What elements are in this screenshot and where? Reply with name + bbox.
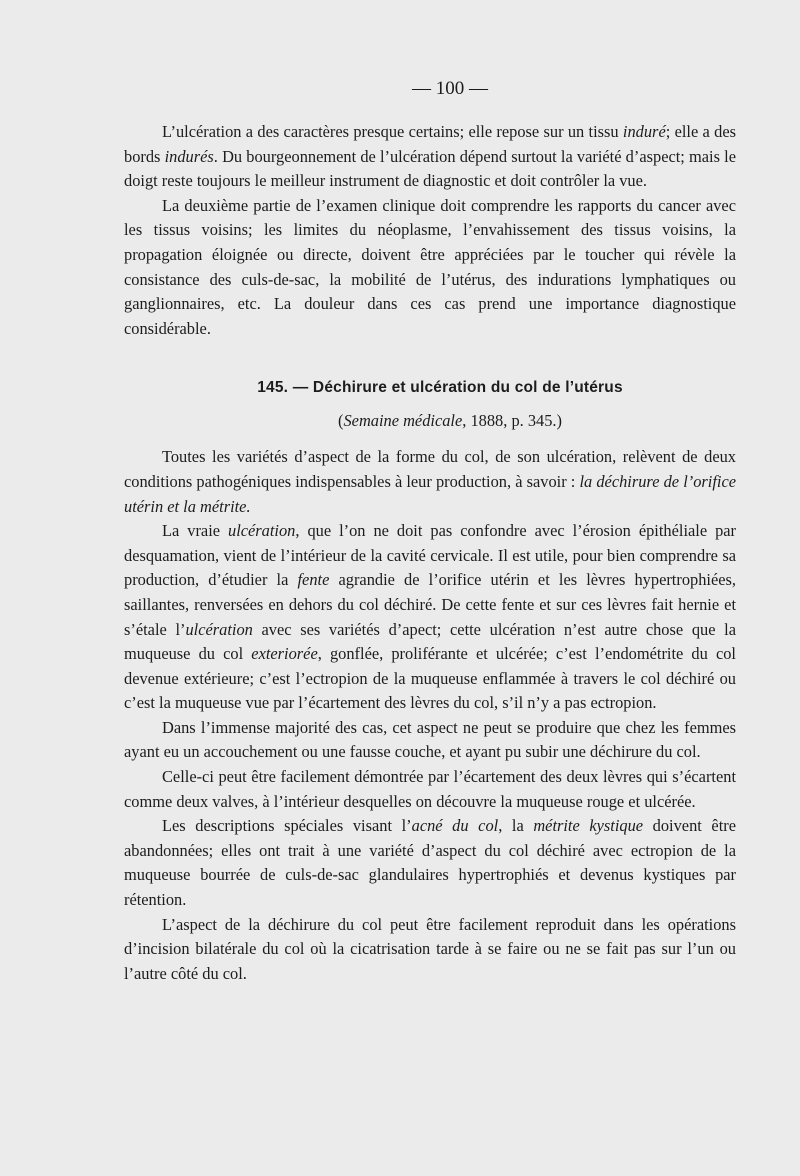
text-span: . Du bourgeonnement de l’ulcération dépend surtout la variété d’aspect; mais le doigt reste toujours le meilleur instrument de diagnostic et doit contrôler la vue. bbox=[124, 146, 736, 191]
italic-span: indurés bbox=[164, 146, 214, 166]
paragraph-demonstration: Celle-ci peut être facilement démontrée par l’écartement des deux lèvres qui s’écartent comme deux valves, à l’intérieur desquelles on découvre la muqueuse rouge et ulcérée. bbox=[124, 767, 736, 811]
section-number: 145. bbox=[257, 379, 289, 397]
italic-span: la déchirure de l’orifice utérin et la métrite. bbox=[124, 471, 736, 516]
paragraph-ulceration-characters bbox=[124, 120, 736, 194]
paragraph-majority-cases: Dans l’immense majorité des cas, cet aspect ne peut se produire que chez les femmes ayant eu un accouchement ou une fausse couche, et ayant pu subir une déchirure du col. bbox=[124, 717, 736, 762]
text-span: agrandie de l’orifice utérin et les lèvres hypertrophiées, saillantes, renversées en dehors du col déchiré. De cette fente et sur ces lèvres fait hernie et s’étale l’ bbox=[124, 570, 736, 639]
citation-paren: ( bbox=[338, 411, 344, 431]
italic-span: ulcération bbox=[185, 619, 253, 639]
text-span: L’ulcération a des caractères presque certains; elle repose sur un tissu bbox=[162, 122, 623, 141]
citation-details: , 1888, p. 345.) bbox=[462, 411, 562, 431]
text-span: La vraie bbox=[162, 521, 228, 541]
section-dash: — bbox=[292, 379, 309, 397]
text-span: , la bbox=[498, 816, 534, 836]
text-span: , que l’on ne doit pas confondre avec l’érosion épithéliale par desquamation, vient de l’intérieur de la cavité cervicale. Il est utile, pour bien comprendre sa production, d’étudier la bbox=[124, 521, 736, 590]
citation bbox=[164, 411, 736, 431]
italic-span: exteriorée bbox=[251, 644, 318, 664]
italic-span: métrite kystique bbox=[533, 816, 644, 836]
paragraph-true-ulceration bbox=[124, 519, 736, 716]
text-span: Les descriptions spéciales visant l’ bbox=[162, 816, 412, 836]
italic-span: induré bbox=[622, 122, 666, 141]
paragraph-special-descriptions bbox=[124, 814, 736, 912]
text-span: , gonflée, proliférante et ulcérée; c’est l’endométrite du col devenue extérieure; c’est l’ectropion de la muqueuse enflammée à travers le col déchiré ou c’est la muqueuse vue par l’écartement des lèvres du col, s’il n’y a pas ectropion. bbox=[124, 644, 736, 713]
italic-span: fente bbox=[297, 570, 330, 590]
paragraph-reproduction: L’aspect de la déchirure du col peut être facilement reproduit dans les opérations d’incision bilatérale du col où la cicatrisation tarde à se faire ou ne se fait pas sur l’un ou l’autre côté du col. bbox=[124, 914, 736, 983]
page-number: — 100 — bbox=[412, 78, 488, 99]
paragraph-pathogenic-conditions bbox=[124, 445, 736, 519]
text-span: ; elle a des bords bbox=[124, 122, 736, 166]
text-span: Toutes les variétés d’aspect de la forme du col, de son ulcération, relèvent de deux conditions pathogéniques indispensables à leur production, à savoir : bbox=[124, 447, 736, 491]
text-span: avec ses variétés d’apect; cette ulcération n’est autre chose que la muqueuse du col bbox=[124, 619, 736, 664]
paragraph-clinical-exam: La deuxième partie de l’examen clinique doit comprendre les rapports du cancer avec les tissus voisins; les limites du néoplasme, l’envahissement des tissus voisins, la propagation éloignée ou directe, doivent être appréciées par le toucher qui révèle la consistance des culs-de-sac, la mobilité de l’utérus, des indurations lymphatiques ou ganglionnaires, etc. La douleur dans ces cas prend une importance diagnostique considérable. bbox=[124, 195, 736, 338]
section-heading bbox=[144, 379, 736, 397]
italic-span: acné du col bbox=[411, 816, 499, 836]
text-span: doivent être abandonnées; elles ont trait à une variété d’aspect du col déchiré avec ectropion de la muqueuse bourrée de culs-de-sac glandulaires hypertrophiés et devenus kystiques par rétention. bbox=[124, 816, 736, 910]
citation-source: Semaine médicale bbox=[343, 411, 463, 431]
section-title-text: Déchirure et ulcération du col de l’utérus bbox=[312, 379, 623, 397]
italic-span: ulcération bbox=[228, 521, 296, 541]
